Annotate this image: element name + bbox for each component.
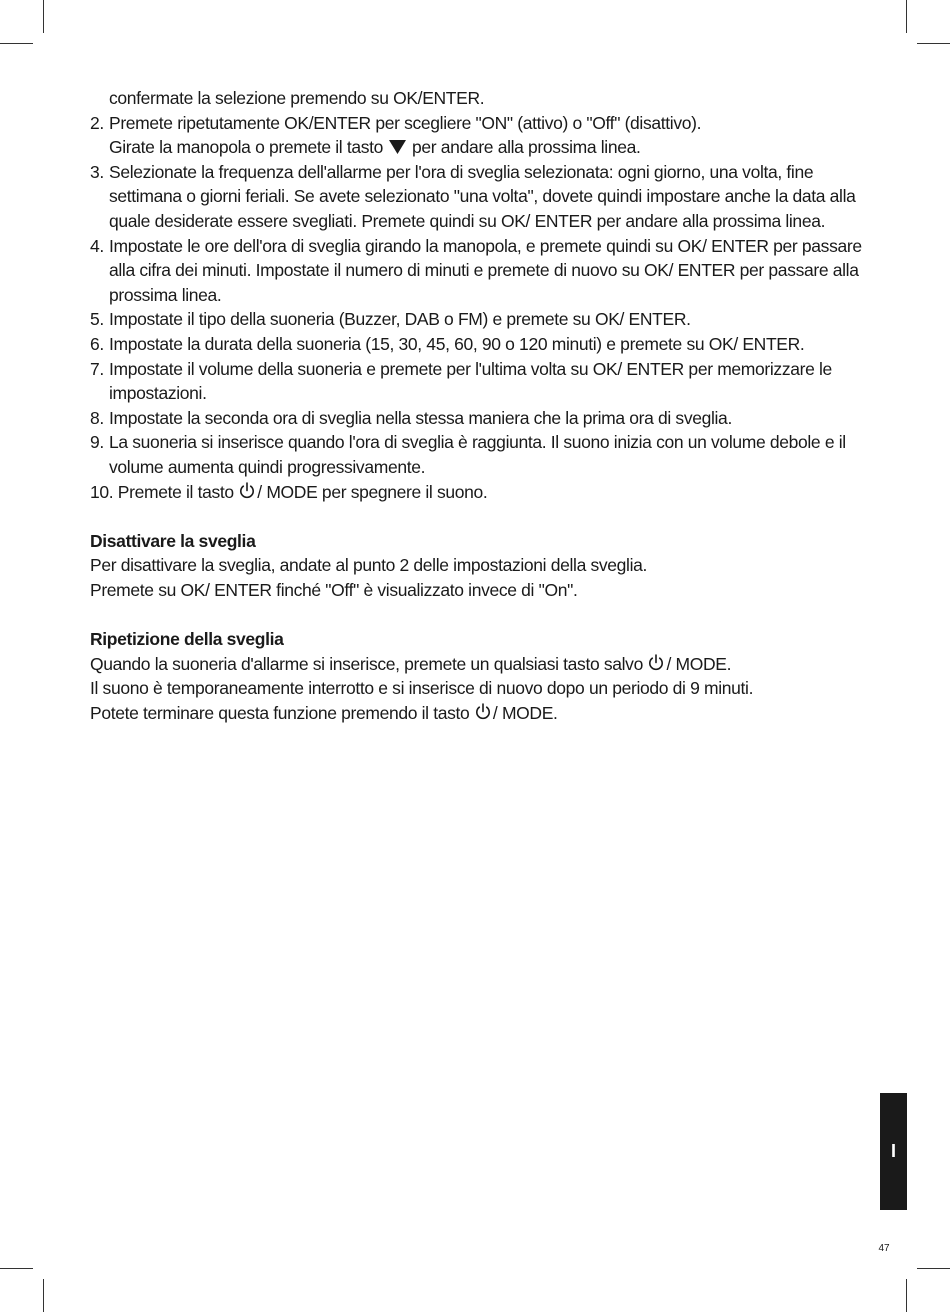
steps-list — [90, 111, 880, 505]
section-disable-alarm — [90, 529, 880, 603]
step-number: 6. — [90, 333, 109, 354]
list-item — [90, 357, 880, 406]
list-item — [90, 430, 880, 479]
language-tab: I — [880, 1093, 907, 1210]
power-icon — [648, 654, 664, 671]
list-item — [90, 307, 880, 332]
step-number: 10. — [90, 481, 118, 502]
list-item — [90, 332, 880, 357]
power-icon — [239, 482, 255, 499]
paragraph-line: Premete su OK/ ENTER finché "Off" è visualizzato invece di "On". — [90, 579, 578, 600]
paragraph-line: Potete terminare questa funzione premendo il tasto / MODE. — [90, 702, 558, 723]
step-text: Impostate il tipo della suoneria (Buzzer, DAB o FM) e premete su OK/ ENTER. — [109, 309, 691, 330]
paragraph-line: Quando la suoneria d'allarme si inserisce, premete un qualsiasi tasto salvo / MODE. — [90, 653, 732, 674]
step-text: Premete ripetutamente OK/ENTER per scegliere "ON" (attivo) o "Off" (disattivo). Girate la manopola o premete il tasto per andare alla prossima linea. — [109, 112, 702, 158]
step-number: 3. — [90, 161, 109, 182]
crop-mark — [43, 1279, 44, 1312]
crop-mark — [0, 1268, 33, 1269]
step-text: Selezionate la frequenza dell'allarme per l'ora di sveglia selezionata: ogni giorno, una volta, fine settimana o giorni feriali. Se avete selezionato "una volta", dovete quindi impostare anche la data alla quale desiderate essere svegliati. Premete quindi su OK/ ENTER per andare alla prossima linea. — [109, 161, 856, 231]
crop-mark — [43, 0, 44, 33]
step-number: 2. — [90, 112, 109, 133]
list-item — [90, 234, 880, 308]
list-item — [90, 160, 880, 234]
crop-mark — [906, 1279, 907, 1312]
intro-line: confermate la selezione premendo su OK/ENTER. — [109, 88, 485, 108]
crop-mark — [0, 43, 33, 44]
crop-mark — [917, 43, 950, 44]
document-body — [90, 86, 880, 725]
crop-mark — [917, 1268, 950, 1269]
step-text: Impostate la durata della suoneria (15, 30, 45, 60, 90 o 120 minuti) e premete su OK/ ENTER. — [109, 333, 805, 354]
step-text: Impostate la seconda ora di sveglia nella stessa maniera che la prima ora di sveglia. — [109, 407, 732, 428]
step-number: 5. — [90, 309, 109, 330]
step-text: La suoneria si inserisce quando l'ora di sveglia è raggiunta. Il suono inizia con un volume debole e il volume aumenta quindi progressivamente. — [109, 432, 846, 477]
down-triangle-icon — [389, 140, 406, 154]
list-item — [90, 480, 880, 505]
step-text: Impostate le ore dell'ora di sveglia girando la manopola, e premete quindi su OK/ ENTER per passare alla cifra dei minuti. Impostate il numero di minuti e premete di nuovo su OK/ ENTER per passare alla prossima linea. — [109, 235, 862, 305]
step-number: 9. — [90, 432, 109, 453]
section-heading: Ripetizione della sveglia — [90, 629, 284, 650]
step-number: 8. — [90, 407, 109, 428]
paragraph-line: Il suono è temporaneamente interrotto e si inserisce di nuovo dopo un periodo di 9 minuti. — [90, 678, 754, 699]
crop-mark — [906, 0, 907, 33]
step-text: Premete il tasto / MODE per spegnere il suono. — [117, 481, 488, 502]
power-icon — [475, 703, 491, 720]
section-repeat-alarm — [90, 627, 880, 725]
step-number: 4. — [90, 235, 109, 256]
list-item — [90, 406, 880, 431]
list-item — [90, 111, 880, 160]
step-text: Impostate il volume della suoneria e premete per l'ultima volta su OK/ ENTER per memorizzare le impostazioni. — [109, 358, 832, 404]
section-heading: Disattivare la sveglia — [90, 530, 256, 551]
paragraph-line: Per disattivare la sveglia, andate al punto 2 delle impostazioni della sveglia. — [90, 555, 648, 576]
step-number: 7. — [90, 358, 109, 379]
page-number: 47 — [878, 1243, 890, 1254]
